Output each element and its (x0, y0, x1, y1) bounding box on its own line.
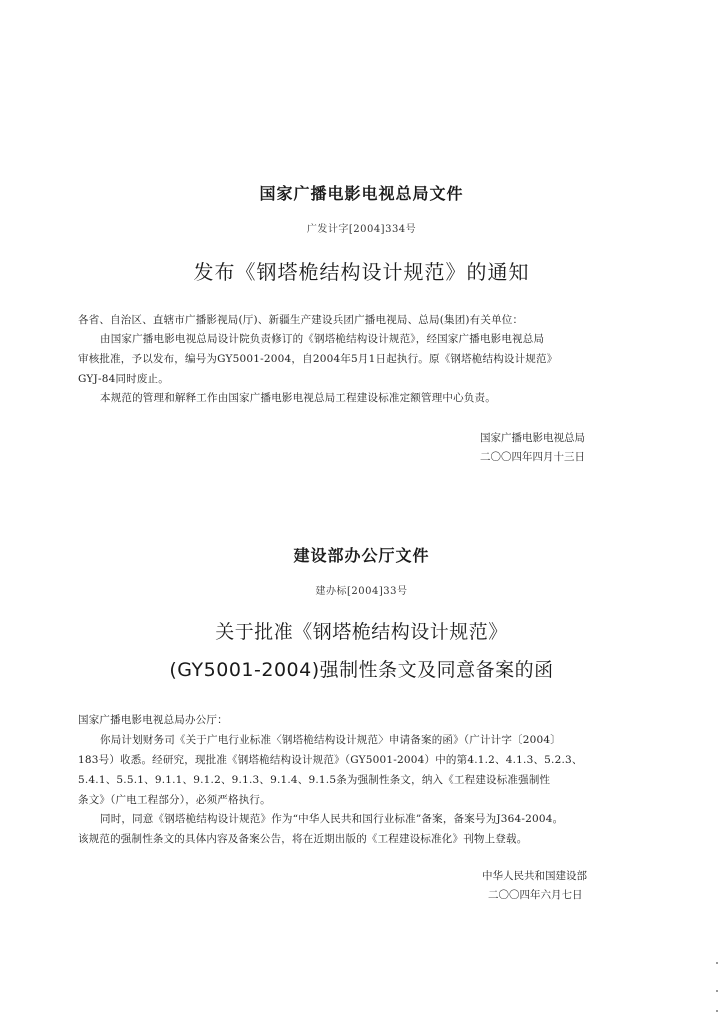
document-number-2: 建办标[2004]33号 (315, 586, 408, 597)
body-line: 由国家广播电影电视总局设计院负责修订的《钢塔桅结构设计规范》，经国家广播电影电视总局 (100, 333, 545, 345)
body-line: 该规范的强制性条文的具体内容及备案公告，将在近期出版的《工程建设标准化》刊物上登载。 (78, 833, 528, 845)
body-line: 5.4.1、5.5.1、9.1.1、9.1.2、9.1.3、9.1.4、9.1.5条为强制性条文，纳入《工程建设标准强制性 (78, 774, 551, 786)
document-number-1: 广发计字[2004]334号 (306, 224, 417, 235)
addressee-1: 各省、自治区、直辖市广播影视局(厅)、新疆生产建设兵团广播电视局、总局(集团)有关单位： (78, 314, 524, 326)
agency-header-sarft: 国家广播电影电视总局文件 (259, 184, 464, 203)
body-line: 审核批准，予以发布，编号为GY5001-2004，自2004年5月1日起执行。原《钢塔桅结构设计规范》 (78, 353, 558, 365)
agency-header-moc: 建设部办公厅文件 (293, 546, 430, 565)
addressee-2: 国家广播电影电视总局办公厅： (78, 714, 228, 726)
body-line: 你局计划财务司《关于广电行业标准〈钢塔桅结构设计规范〉申请备案的函》（广计计字〔2004〕 (100, 734, 561, 746)
notice-title-2-line1: 关于批准《钢塔桅结构设计规范》 (215, 621, 508, 643)
signature-org-1: 国家广播电影电视总局 (480, 432, 585, 444)
scan-speck (716, 990, 718, 992)
body-line: 本规范的管理和解释工作由国家广播电影电视总局工程建设标准定额管理中心负责。 (100, 392, 496, 404)
signature-date-1: 二〇〇四年四月十三日 (480, 451, 585, 463)
signature-org-2: 中华人民共和国建设部 (482, 870, 587, 882)
body-line: 条文》（广电工程部分），必须严格执行。 (78, 794, 271, 806)
notice-title-2-line2: (GY5001-2004)强制性条文及同意备案的函 (169, 659, 554, 681)
signature-date-2: 二〇〇四年六月七日 (488, 889, 583, 901)
scan-speck (716, 962, 718, 964)
body-line: 同时，同意《钢塔桅结构设计规范》作为“中华人民共和国行业标准”备案，备案号为J364-2004。 (100, 813, 564, 825)
body-line: GYJ-84同时废止。 (78, 373, 169, 385)
scan-speck (716, 1010, 718, 1012)
notice-title-1: 发布《钢塔桅结构设计规范》的通知 (193, 260, 530, 284)
body-line: 183号）收悉。经研究，现批准《钢塔桅结构设计规范》（GY5001-2004）中的第4.1.2、4.1.3、5.2.3、 (78, 754, 583, 766)
